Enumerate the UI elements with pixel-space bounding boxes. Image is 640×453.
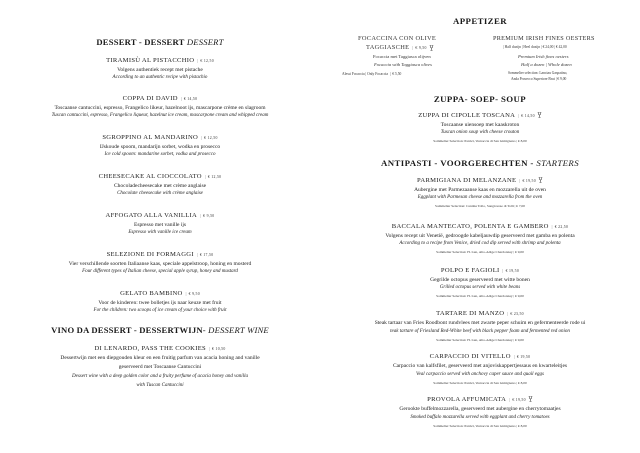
menu-item-description-nl: Volgens authentiek recept met pistache xyxy=(117,67,203,73)
menu-item-name: ZUPPA DI CIPOLLE TOSCANA| € 14,50 xyxy=(320,112,640,119)
wine-glass-icon xyxy=(528,396,533,402)
menu-item-name: SGROPPINO AL MANDARINO| € 12,50 xyxy=(0,134,320,141)
menu-item-description-en: Half a dozen | Whole dozen xyxy=(521,62,572,67)
menu-item-wine-pairing: Sommelier Selection: H. Lun, Alto-Adige Chardonnay | € 9,00 xyxy=(436,294,524,298)
menu-item-name: CHEESECAKE AL CIOCCOLATO| € 12,50 xyxy=(0,173,320,180)
starters-section-title: ANTIPASTI - VOORGERECHTEN - STARTERS xyxy=(380,158,579,168)
menu-item-description-en: Focaccia with Taggiasca olives xyxy=(374,62,432,67)
menu-item-description-en: Dessert wine with a deep golden color and a fruity perfume of acacia honey and vanilla xyxy=(72,374,248,379)
soup-section-title: ZUPPA- SOEP- SOUP xyxy=(433,94,527,104)
menu-item-description-en: Grilled octopus served with white beans xyxy=(439,285,521,290)
menu-item-name: PARMIGIANA DI MELANZANE| € 19,50 xyxy=(320,177,640,184)
menu-item-wine-pairing: Sommelier Selection: Parrizi, Vernaccia di San Gimignano | € 8,00 xyxy=(433,139,527,143)
menu-item-description-en: with Tuscan Cantuccini xyxy=(136,383,184,388)
wine-glass-icon xyxy=(538,177,543,183)
menu-item-description-en: Veal carpaccio served with anchovy caper sauce and quail eggs xyxy=(416,372,544,377)
menu-item-wine-pairing: Anda Prosecco Superiore Brut | € 9,00 xyxy=(511,77,567,81)
menu-item-name: AFFOGATO ALLA VANILLIA| € 9,50 xyxy=(0,212,320,219)
menu-item-wine-pairing: Sommelier Selection: Parrizi, Vernaccia di San Gimignano | € 8,00 xyxy=(433,381,527,385)
menu-item-description-nl: Dessertwijn met een diepgouden kleur en een fruitig parfum van acacia honing and vanille xyxy=(60,355,260,361)
menu-item-wine-pairing: Sommelier selection: Lanciau Gaspatino, xyxy=(508,71,568,75)
wine-glass-icon xyxy=(429,45,434,51)
menu-item-description-en: Smoked buffalo mozzarella served with eggplant and cherry tomatoes xyxy=(410,415,550,420)
menu-item-name: TAGGIASCHE| € 9,50 xyxy=(366,44,434,51)
menu-item-description-nl: Aubergine met Parmezaanse kaas en mozzarella uit de oven xyxy=(414,187,546,193)
menu-item-description-nl: Espresso met vanille ijs xyxy=(133,222,187,228)
menu-item-name: DI LENARDO, PASS THE COOKIES| € 10,50 xyxy=(0,345,320,352)
menu-item-description-nl: Toscaanse cantuccini, espresso, Frangelico likeur, hazelnoot ijs, mascarpone crème en slagroom xyxy=(54,105,266,111)
menu-item-name: TIRAMISÙ AL PISTACCHIO| € 12,50 xyxy=(0,57,320,64)
menu-item-name: BACCALA MANTECATO, POLENTA E GAMBERO| € 22,50 xyxy=(320,223,640,230)
menu-item-description-en: According to an authentic recipe with pistachio xyxy=(112,75,208,80)
dessert-wine-section-title: VINO DA DESSERT - DESSERTWIJN- DESSERT WINE xyxy=(51,325,269,335)
menu-item-description-nl: Gegrilde octopus geserveerd met witte bonen xyxy=(430,277,530,283)
menu-item-description-en: Espresso with vanille ice cream xyxy=(128,230,192,235)
menu-item-description-nl: IJskoude spoom, mandarijn sorbet, wodka en prosecco xyxy=(99,144,221,150)
menu-item-description-en: Chocolate cheesecake with crème anglaise xyxy=(117,191,203,196)
menu-item-wine-pairing: Sommelier Selection: H. Lun, Alto-Adige Chardonnay | € 9,00 xyxy=(436,250,524,254)
menu-item-price: | Half dozijn | Heel dozijn | € 24,00 | € 42,00 xyxy=(503,45,567,49)
menu-item-description-nl: Carpaccio van kalfsfilet, geserveerd met anjoviskappertjessaus en kwarteleitjes xyxy=(392,363,568,369)
wine-glass-icon xyxy=(537,112,542,118)
appetizer-section-title: APPETIZER xyxy=(453,16,507,26)
menu-item-description-nl: Toscaanse uiensoep met kaaskroton xyxy=(440,122,520,128)
menu-item-description-nl: Voor de kinderen: twee bolletjes ijs naar keuze met fruit xyxy=(98,300,222,306)
menu-item-description-en: According to a recipe from Venice, dried cod dip served with shrimp and polenta xyxy=(399,241,561,246)
menu-item-name: FOCACCINA CON OLIVE xyxy=(358,35,437,42)
menu-item-description-en: Eggplant with Parmesan cheese and mozzarella from the oven xyxy=(417,195,543,200)
menu-item-description-nl: Premium Irish fines oesters xyxy=(518,54,569,59)
menu-item-name: TARTARE DI MANZO| € 23,50 xyxy=(320,310,640,317)
menu-item-description-nl: Chocoladecheesecake met crème anglaise xyxy=(113,183,207,189)
menu-item-description-en: Four different types of Italian cheese, special apple syrup, honey and mustard xyxy=(82,269,238,274)
menu-item-name: CARPACCIO DI VITELLO| € 19,50 xyxy=(320,353,640,360)
menu-item-description-nl: geserveerd met Toscaanse Cantuccini xyxy=(118,364,202,370)
menu-item-wine-pairing: Sommelier Selection: H. Lun, Alto-Adige Chardonnay | € 9,00 xyxy=(436,338,524,342)
menu-item-description-nl: Volgens recept uit Venetië, gedroogde kabeljauwdip geserveerd met gamba en polenta xyxy=(385,233,575,239)
menu-item-description-nl: Vier verschillende soorten Italiaanse kaas, speciale appelstroop, honing en mosterd xyxy=(68,261,252,267)
menu-item-name: PREMIUM IRISH FINES OESTERS xyxy=(493,35,595,42)
menu-item-wine-pairing: Alessi Focaccia | Only Focaccia | € 5,50 xyxy=(342,72,402,76)
menu-item-description-nl: Steak tartaar van Fries Roodbont rundvlees met zwarte peper schuim en gefermenteerde rode ui xyxy=(374,320,586,326)
menu-item-name: POLPO E FAGIOLI| € 19,50 xyxy=(320,267,640,274)
menu-item-description-en: For the children: two scoops of ice cream of your choice with fruit xyxy=(93,308,227,313)
menu-item-name: GELATO BAMBINO| € 9,50 xyxy=(0,290,320,297)
menu-item-wine-pairing: Sommelier Selection: Parrizi, Vernaccia di San Gimignano | € 8,00 xyxy=(433,424,527,428)
menu-item-name: PROVOLA AFFUMICATA| € 19,50 xyxy=(320,396,640,403)
dessert-section-title: DESSERT - DESSERT DESSERT xyxy=(96,37,224,47)
menu-item-name: SELEZIONE DI FORMAGGI| € 17,50 xyxy=(0,251,320,258)
menu-item-description-en: Ice cold spoom: mandarine sorbet, vodka and prosecco xyxy=(104,152,216,157)
menu-item-description-nl: Gerookte buffelmozzarella, geserveerd met aubergine en cherrytomaatjes xyxy=(399,406,561,412)
menu-item-description-nl: Focaccia met Taggiasca olijven xyxy=(373,54,431,59)
menu-item-wine-pairing: Sommelier Selection: Cantina Tollo, Sangiovese di Tolli | € 7,00 xyxy=(434,204,525,208)
menu-item-name: COPPA DI DAVID| € 14,50 xyxy=(0,95,320,102)
menu-item-description-en: teak tartare of Friesland Red-White beef with black pepper foam and fermented red onion xyxy=(390,329,570,334)
menu-item-description-en: Tuscan onion soup with cheese crouton xyxy=(440,130,520,135)
menu-item-description-en: Tuscan cantuccini, espresso, Frangelico liqueur, hazelnut ice cream, mascarpone cream and whipped cream xyxy=(51,113,269,118)
